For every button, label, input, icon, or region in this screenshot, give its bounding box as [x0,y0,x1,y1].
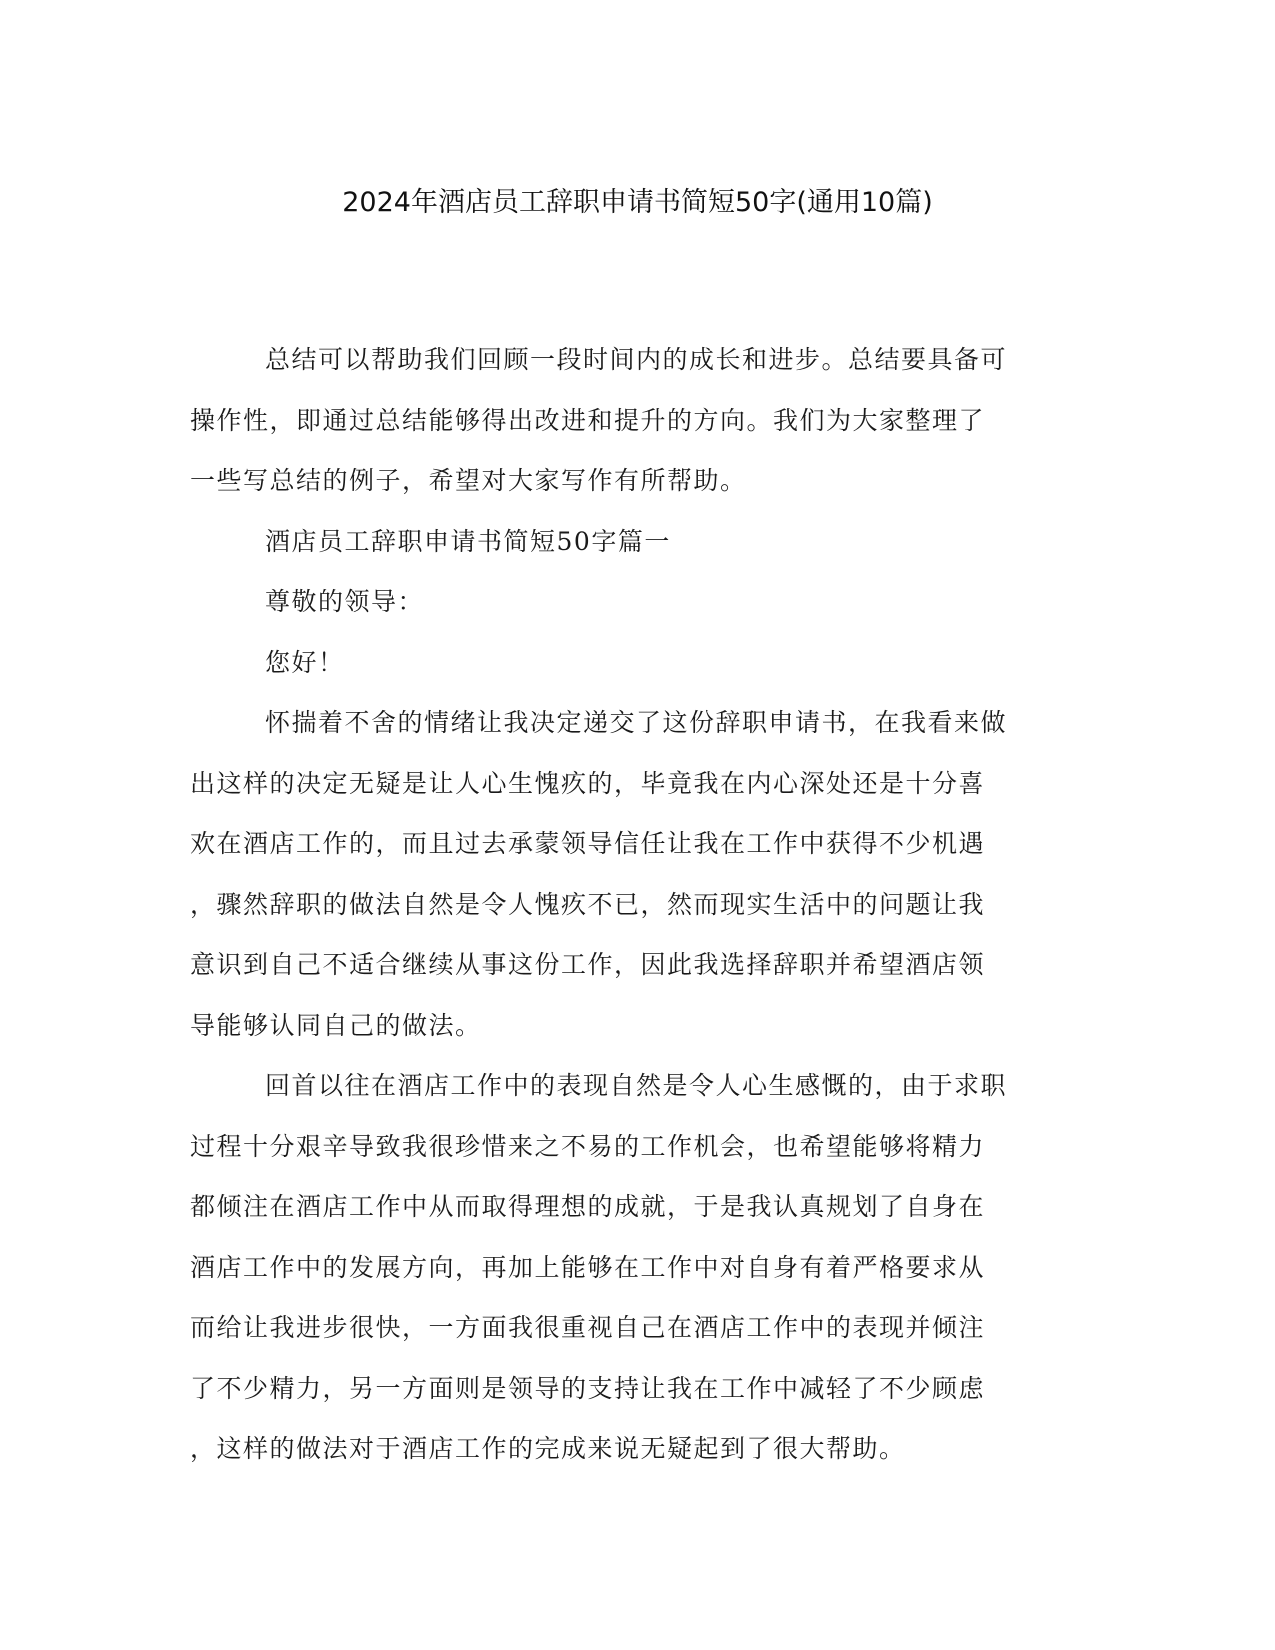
text-line: 总结可以帮助我们回顾一段时间内的成长和进步。总结要具备可 [265,345,1008,374]
text-line: 了不少精力，另一方面则是领导的支持让我在工作中减轻了不少顾虑 [190,1373,986,1403]
text-line: 怀揣着不舍的情绪让我决定递交了这份辞职申请书，在我看来做 [265,708,1008,737]
body-paragraph [190,693,1080,1056]
text-line: 出这样的决定无疑是让人心生愧疚的，毕竟我在内心深处还是十分喜 [190,768,986,798]
text-line: 回首以往在酒店工作中的表现自然是令人心生感慨的，由于求职 [265,1071,1008,1100]
text-line: 导能够认同自己的做法。 [190,1010,482,1040]
text-line: 都倾注在酒店工作中从而取得理想的成就，于是我认真规划了自身在 [190,1192,986,1221]
text-line: 而给让我进步很快，一方面我很重视自己在酒店工作中的表现并倾注 [190,1313,986,1342]
text-line: 酒店工作中的发展方向，再加上能够在工作中对自身有着严格要求从 [190,1252,986,1282]
body-paragraph [190,1056,1080,1480]
text-line: 您好！ [265,647,345,677]
text-line: 尊敬的领导： [265,587,425,616]
text-line: 过程十分艰辛导致我很珍惜来之不易的工作机会，也希望能够将精力 [190,1131,986,1161]
text-line: ，骤然辞职的做法自然是令人愧疚不已，然而现实生活中的问题让我 [190,889,986,919]
intro-paragraph [190,330,1080,512]
text-line: 操作性，即通过总结能够得出改进和提升的方向。我们为大家整理了 [190,405,986,435]
text-line: 酒店员工辞职申请书简短50字篇一 [265,526,671,556]
greeting [190,633,1080,694]
section-heading [190,512,1080,573]
text-line: 欢在酒店工作的，而且过去承蒙领导信任让我在工作中获得不少机遇 [190,829,986,858]
text-line: ，这样的做法对于酒店工作的完成来说无疑起到了很大帮助。 [190,1434,906,1463]
text-line: 一些写总结的例子，希望对大家写作有所帮助。 [190,466,747,495]
document-title: 2024年酒店员工辞职申请书简短50字(通用10篇) [342,187,933,218]
salutation [190,572,1080,633]
text-line: 意识到自己不适合继续从事这份工作，因此我选择辞职并希望酒店领 [190,950,986,979]
document-body [190,330,1080,1480]
